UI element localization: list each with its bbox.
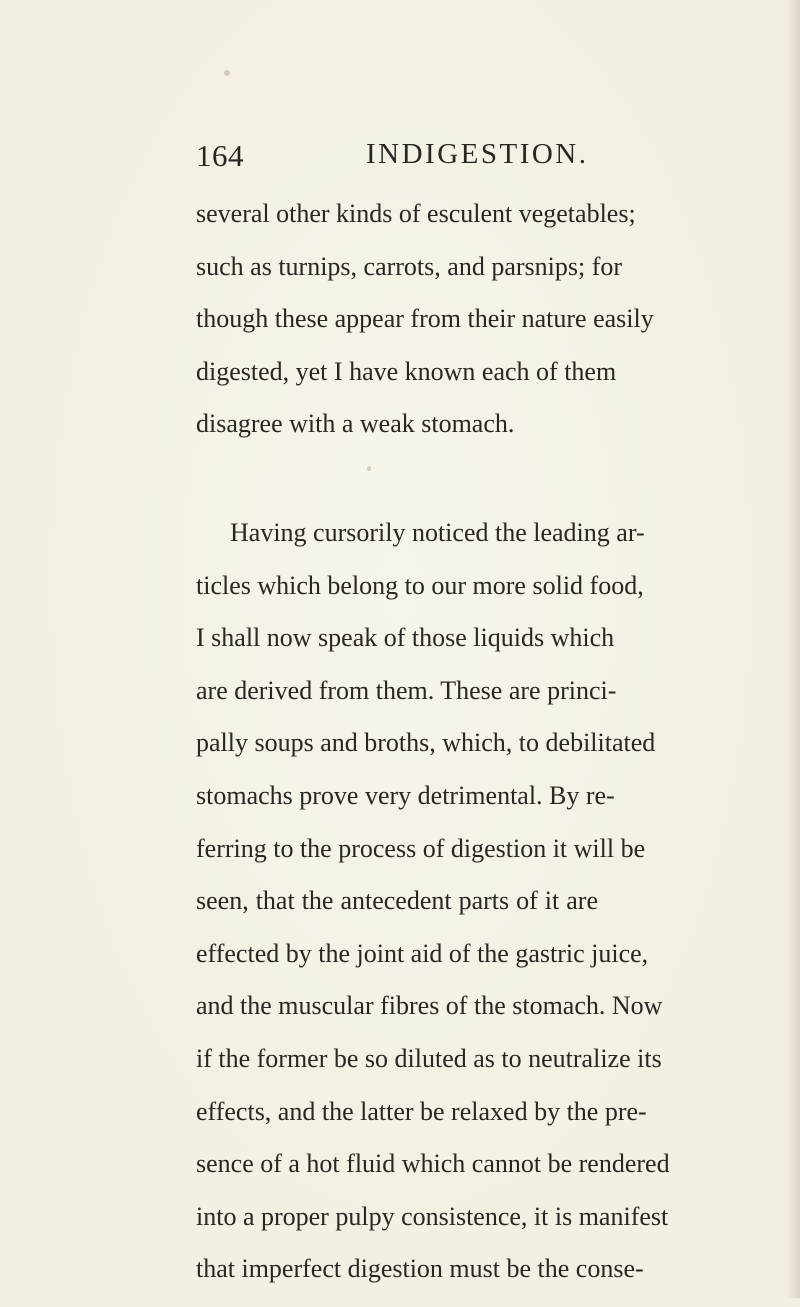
text-line: effected by the joint aid of the gastric juice, xyxy=(196,938,649,968)
text-line: several other kinds of esculent vegetables; xyxy=(196,199,636,228)
text-line: and the muscular fibres of the stomach. Now xyxy=(196,991,663,1021)
text-line: ferring to the process of digestion it will be xyxy=(196,833,646,863)
text-line: effects, and the latter be relaxed by the pre- xyxy=(196,1096,647,1126)
running-head: INDIGESTION. xyxy=(366,138,589,170)
text-line: disagree with a weak stomach. xyxy=(196,409,515,439)
text-line: into a proper pulpy consistence, it is manifest xyxy=(196,1201,669,1231)
text-line: I shall now speak of those liquids which xyxy=(196,623,615,653)
text-line: seen, that the antecedent parts of it are xyxy=(196,886,598,916)
text-line: ticles which belong to our more solid food, xyxy=(196,570,644,600)
paragraph xyxy=(196,517,670,1307)
paragraph xyxy=(196,199,654,462)
text-line: sence of a hot fluid which cannot be rendered xyxy=(196,1149,670,1179)
text-line: though these appear from their nature easily xyxy=(196,304,654,334)
text-line: that imperfect digestion must be the conse- xyxy=(196,1254,644,1284)
text-line: pally soups and broths, which, to debilitated xyxy=(196,728,656,758)
body-text xyxy=(196,199,670,1307)
text-line: Having cursorily noticed the leading ar- xyxy=(230,517,645,547)
paragraph-gap xyxy=(196,462,598,518)
text-line: digested, yet I have known each of them xyxy=(196,356,617,386)
text-line: if the former be so diluted as to neutralize its xyxy=(196,1043,662,1073)
paper-speck xyxy=(224,70,230,76)
text-line: are derived from them. These are princi- xyxy=(196,675,617,705)
text-line: such as turnips, carrots, and parsnips; for xyxy=(196,251,623,281)
text-line: stomachs prove very detrimental. By re- xyxy=(196,780,615,810)
page-number: 164 xyxy=(196,138,244,173)
page-edge-shadow xyxy=(786,0,800,1298)
page-header xyxy=(196,138,616,178)
